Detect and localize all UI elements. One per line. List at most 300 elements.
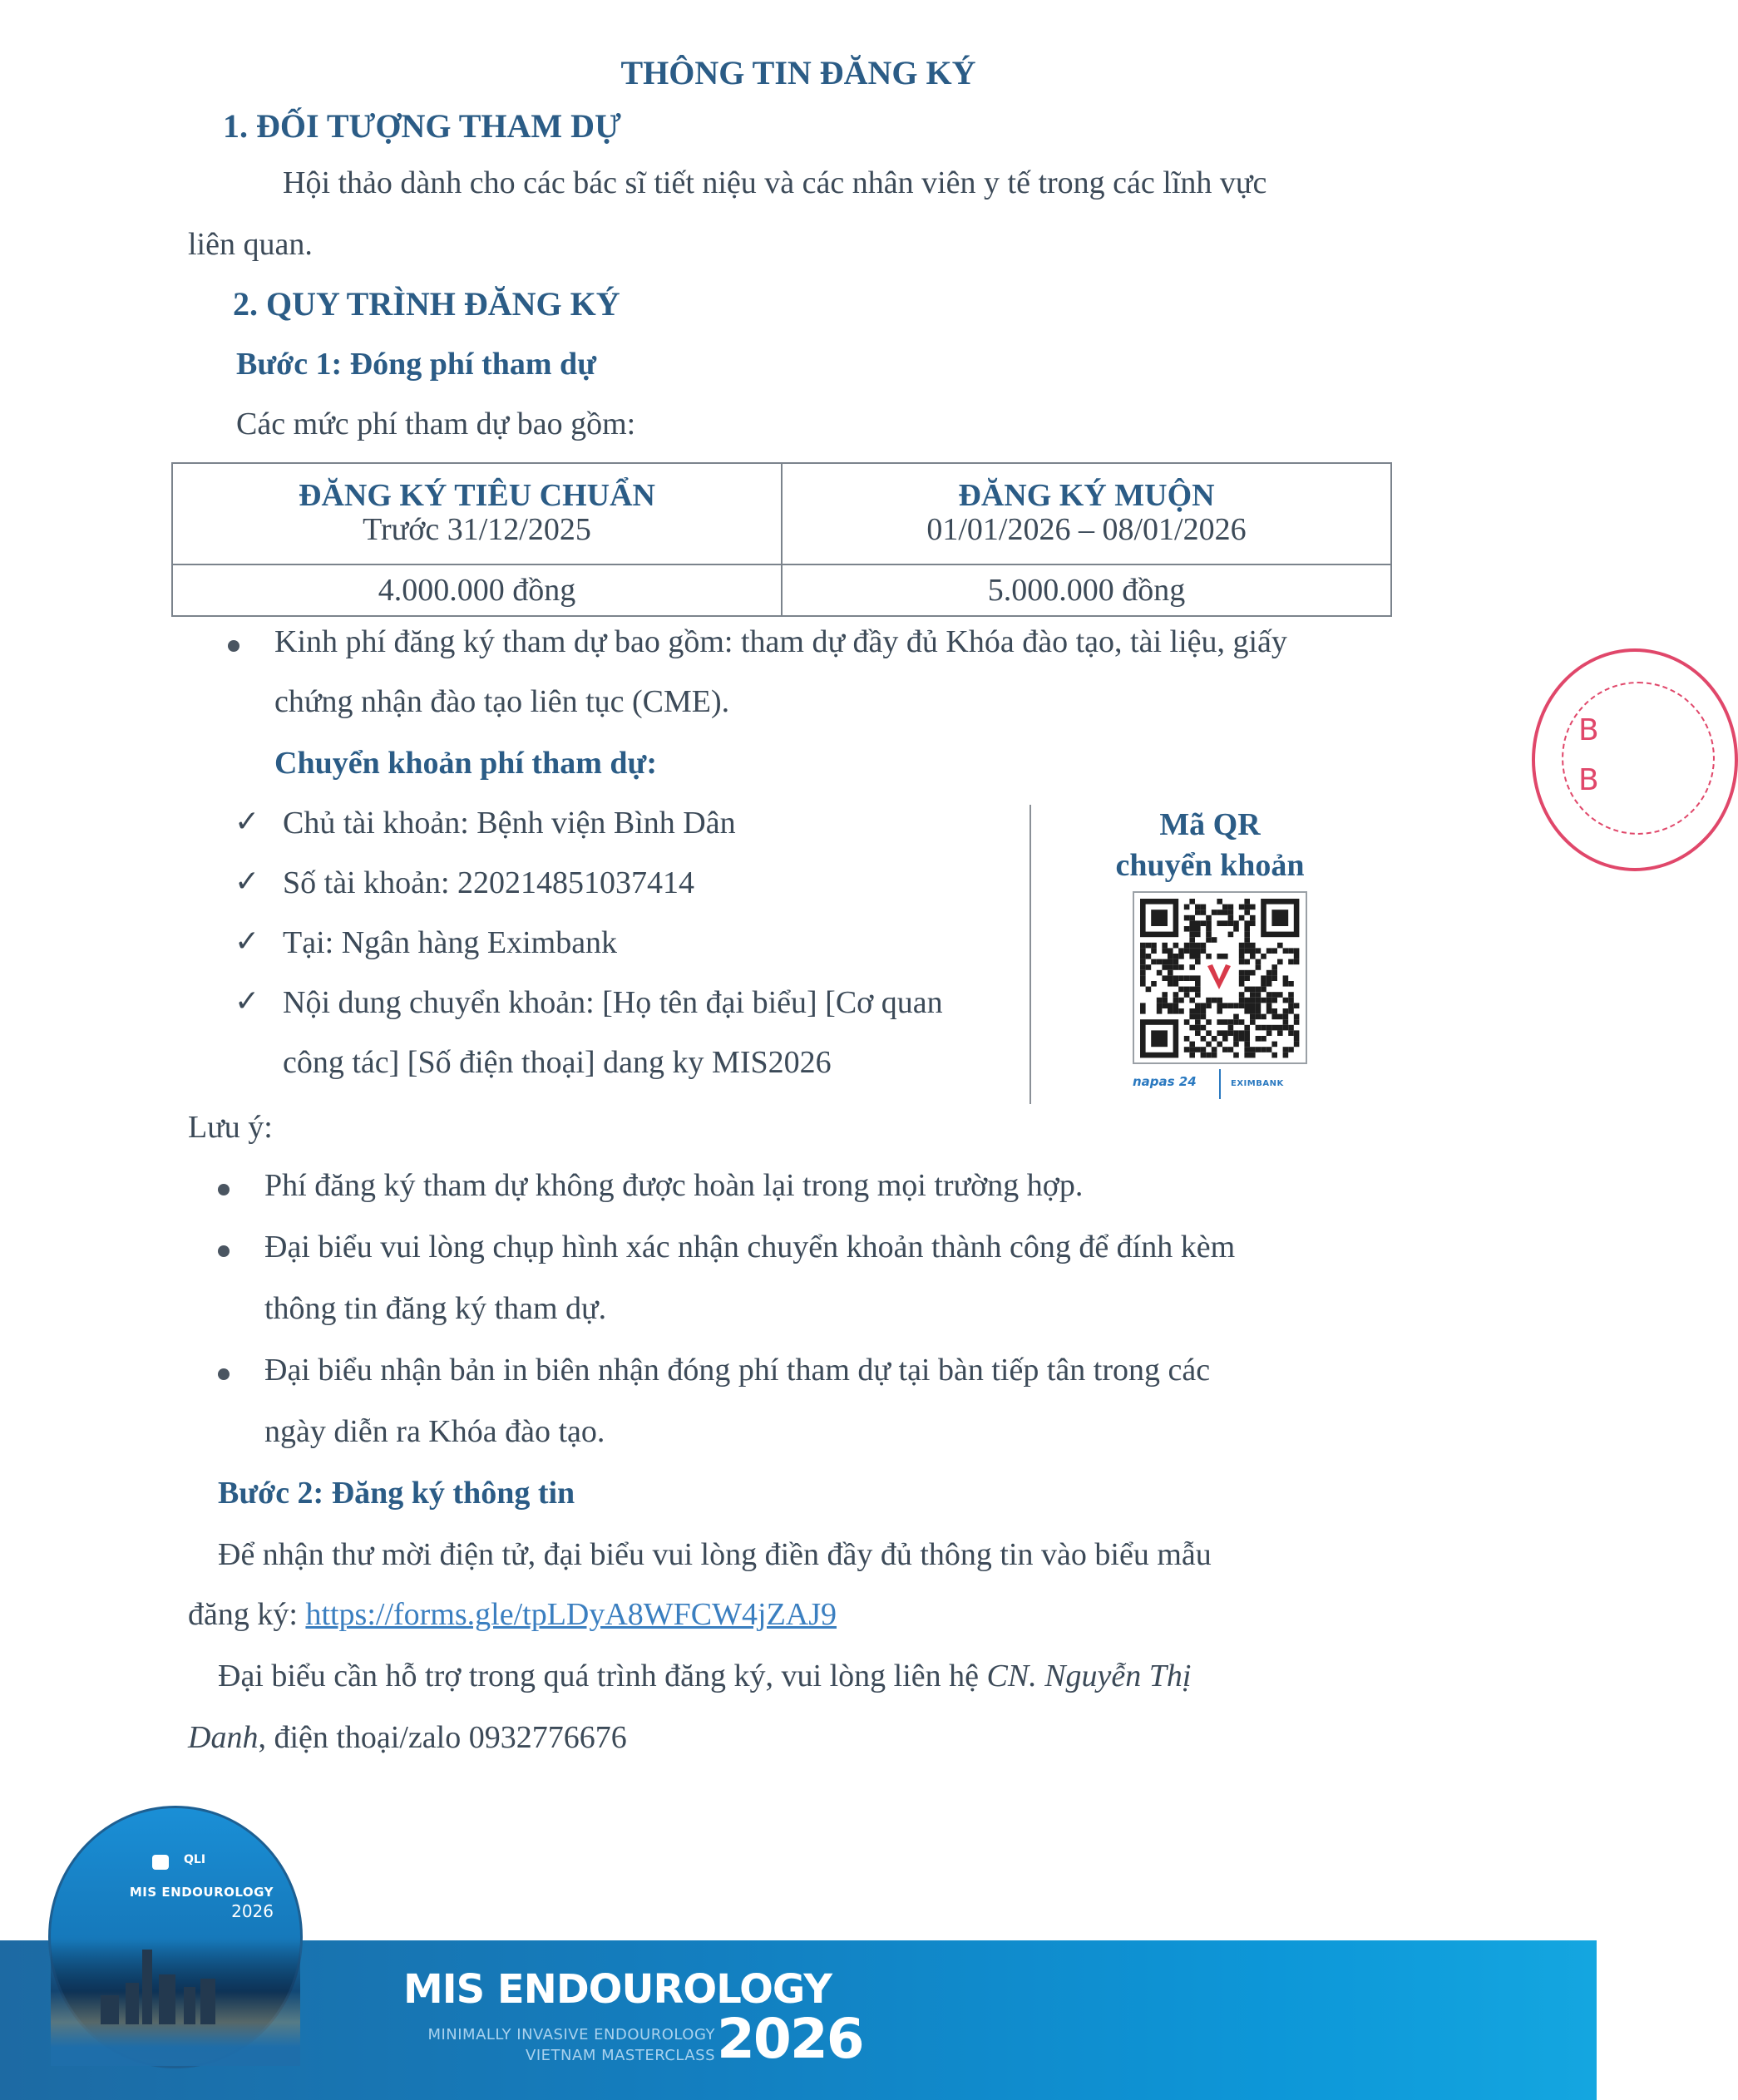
qr-module: [1277, 992, 1283, 998]
qr-module: [1277, 959, 1283, 965]
qr-module: [1239, 1019, 1245, 1025]
official-stamp-inner-ring: [1562, 682, 1715, 835]
qr-module: [1271, 1042, 1277, 1048]
qr-module: [1217, 1008, 1222, 1014]
qr-module: [1288, 1003, 1294, 1008]
contact-name-cont: Danh: [188, 1720, 259, 1755]
qr-module: [1239, 905, 1245, 910]
qr-module: [1244, 920, 1250, 926]
contact-text: Đại biểu cần hỗ trợ trong quá trình đăng ký, vui lòng liên hệ: [218, 1659, 987, 1693]
qr-module: [1239, 998, 1245, 1003]
qr-module: [1294, 948, 1300, 954]
qr-module: [1239, 948, 1245, 954]
qr-module: [1233, 1030, 1239, 1036]
qr-module: [1288, 992, 1294, 998]
qr-module: [1162, 975, 1168, 981]
note-item-2-line1: Đại biểu vui lòng chụp hình xác nhận chuyển khoản thành công để đính kèm: [264, 1230, 1236, 1264]
qr-module: [1206, 1030, 1212, 1036]
qr-module: [1283, 975, 1289, 981]
qr-module: [1250, 1047, 1256, 1052]
qr-module: [1162, 948, 1168, 954]
qr-module: [1261, 998, 1266, 1003]
qr-module: [1146, 964, 1152, 970]
qr-module: [1162, 959, 1168, 965]
qr-module: [1146, 943, 1152, 949]
fee-note-line2: chứng nhận đào tạo liên tục (CME).: [274, 684, 730, 719]
qr-module: [1189, 975, 1195, 981]
qr-module: [1250, 948, 1256, 954]
qr-module: [1195, 1047, 1201, 1052]
qr-module: [1250, 1014, 1256, 1020]
qr-module: [1195, 954, 1201, 959]
qr-module: [1271, 1008, 1277, 1014]
qr-module: [1271, 1014, 1277, 1020]
qr-module: [1233, 1003, 1239, 1008]
qr-module: [1184, 1047, 1190, 1052]
qr-module: [1288, 959, 1294, 965]
qr-module: [1168, 1008, 1173, 1014]
qr-module: [1244, 998, 1250, 1003]
qr-module: [1189, 1014, 1195, 1020]
qr-module: [1228, 910, 1234, 915]
qr-module: [1233, 1036, 1239, 1042]
qr-module: [1217, 954, 1222, 959]
section2-heading: 2. QUY TRÌNH ĐĂNG KÝ: [233, 285, 620, 323]
transfer-account-number: Số tài khoản: 220214851037414: [283, 865, 695, 900]
qr-module: [1239, 970, 1245, 976]
checkmark-icon: ✓: [235, 924, 260, 959]
qr-module: [1201, 1036, 1207, 1042]
qr-module: [1201, 1025, 1207, 1031]
qr-module: [1239, 1030, 1245, 1036]
qr-module: [1244, 1008, 1250, 1014]
logo-divider: [1219, 1069, 1221, 1099]
qr-module: [1201, 905, 1207, 910]
qr-module: [1168, 948, 1173, 954]
qr-module: [1157, 1008, 1163, 1014]
registration-form-link[interactable]: https://forms.gle/tpLDyA8WFCW4jZAJ9: [305, 1597, 837, 1632]
qr-module: [1173, 964, 1179, 970]
qr-module: [1250, 992, 1256, 998]
step2-text-prefix: đăng ký:: [188, 1597, 306, 1632]
qr-module: [1195, 1008, 1201, 1014]
qr-module: [1189, 1047, 1195, 1052]
qr-module: [1256, 959, 1262, 965]
qr-module: [1184, 975, 1190, 981]
checkmark-icon: ✓: [235, 805, 260, 839]
qr-module: [1244, 932, 1250, 938]
qr-module: [1244, 910, 1250, 915]
qr-module: [1222, 1030, 1228, 1036]
qr-module: [1195, 948, 1201, 954]
napas-logo: napas 24: [1133, 1074, 1197, 1089]
qr-title-line1: Mã QR: [1159, 807, 1261, 842]
transfer-heading: Chuyển khoản phí tham dự:: [274, 746, 657, 781]
qr-module: [1201, 1008, 1207, 1014]
qr-module: [1256, 964, 1262, 970]
step1-heading: Bước 1: Đóng phí tham dự: [236, 347, 596, 382]
qr-finder-pattern: [1151, 1030, 1168, 1047]
qr-title: [1081, 805, 1339, 885]
note-item-2-line2: thông tin đăng ký tham dự.: [264, 1291, 607, 1326]
qr-module: [1222, 1003, 1228, 1008]
qr-module: [1212, 1047, 1217, 1052]
qr-module: [1195, 1014, 1201, 1020]
fee-standard-label: ĐĂNG KÝ TIÊU CHUẨN: [299, 478, 655, 514]
fee-column-late-header: [782, 463, 1391, 564]
qr-module: [1288, 1030, 1294, 1036]
qr-module: [1222, 1019, 1228, 1025]
qr-module: [1189, 926, 1195, 932]
qr-module: [1146, 987, 1152, 993]
qr-module: [1261, 954, 1266, 959]
org-logo: QLI: [184, 1853, 206, 1866]
qr-module: [1140, 964, 1146, 970]
contact-line2: [188, 1719, 627, 1756]
qr-module: [1283, 1014, 1289, 1020]
qr-module: [1173, 943, 1179, 949]
qr-module: [1222, 910, 1228, 915]
qr-module: [1212, 1052, 1217, 1058]
qr-module: [1283, 1047, 1289, 1052]
qr-module: [1228, 920, 1234, 926]
qr-module: [1250, 943, 1256, 949]
qr-module: [1256, 987, 1262, 993]
qr-module: [1195, 1030, 1201, 1036]
qr-module: [1206, 1019, 1212, 1025]
fee-late-period: 01/01/2026 – 08/01/2026: [926, 512, 1247, 548]
qr-finder-pattern: [1151, 910, 1168, 926]
fee-standard-period: Trước 31/12/2025: [363, 512, 591, 548]
qr-module: [1266, 992, 1272, 998]
qr-module: [1178, 1008, 1184, 1014]
fee-column-standard-header: [172, 463, 782, 564]
qr-module: [1173, 981, 1179, 987]
qr-module: [1228, 905, 1234, 910]
qr-module: [1277, 1030, 1283, 1036]
qr-module: [1244, 987, 1250, 993]
note-item-3-line1: Đại biểu nhận bản in biên nhận đóng phí tham dự tại bàn tiếp tân trong các: [264, 1353, 1211, 1388]
qr-module: [1261, 1025, 1266, 1031]
section1-heading: 1. ĐỐI TƯỢNG THAM DỰ: [223, 107, 621, 145]
qr-module: [1157, 1003, 1163, 1008]
qr-module: [1294, 1042, 1300, 1048]
qr-module: [1168, 954, 1173, 959]
qr-module: [1256, 1008, 1262, 1014]
qr-module: [1271, 964, 1277, 970]
step2-heading: Bước 2: Đăng ký thông tin: [218, 1476, 575, 1511]
bullet-icon: [218, 1184, 230, 1195]
qr-module: [1162, 992, 1168, 998]
qr-module: [1201, 910, 1207, 915]
qr-module: [1206, 998, 1212, 1003]
stamp-letter: B: [1578, 763, 1599, 797]
qr-module: [1189, 915, 1195, 921]
badge-title: MIS ENDOUROLOGY: [129, 1885, 274, 1900]
qr-module: [1283, 1052, 1289, 1058]
qr-module: [1173, 959, 1179, 965]
qr-module: [1189, 932, 1195, 938]
qr-module: [1217, 1030, 1222, 1036]
section1-text-line1: Hội thảo dành cho các bác sĩ tiết niệu và các nhân viên y tế trong các lĩnh vực: [283, 165, 1267, 200]
qr-module: [1256, 1014, 1262, 1020]
qr-module: [1195, 926, 1201, 932]
contact-name: CN. Nguyễn Thị: [986, 1659, 1192, 1693]
qr-module: [1178, 948, 1184, 954]
qr-module: [1140, 959, 1146, 965]
qr-module: [1244, 1036, 1250, 1042]
qr-module: [1228, 1030, 1234, 1036]
city-skyline-image: [51, 1941, 300, 2066]
qr-module: [1244, 970, 1250, 976]
qr-module: [1256, 1047, 1262, 1052]
qr-module: [1261, 1014, 1266, 1020]
qr-module: [1239, 959, 1245, 965]
qr-module: [1168, 1003, 1173, 1008]
qr-module: [1277, 1025, 1283, 1031]
qr-module: [1189, 899, 1195, 905]
qr-module: [1140, 943, 1146, 949]
qr-module: [1168, 975, 1173, 981]
qr-module: [1244, 1042, 1250, 1048]
contact-line1: [218, 1658, 1191, 1694]
qr-module: [1195, 932, 1201, 938]
banner-title: MIS ENDOUROLOGY: [402, 1966, 832, 2013]
qr-module: [1195, 905, 1201, 910]
qr-module: [1271, 1025, 1277, 1031]
banner-subtitle-line1: MINIMALLY INVASIVE ENDOUROLOGY: [427, 2026, 715, 2043]
qr-module: [1256, 1036, 1262, 1042]
qr-module: [1206, 1052, 1212, 1058]
qr-module: [1206, 937, 1212, 943]
page-title: THÔNG TIN ĐĂNG KÝ: [620, 54, 976, 91]
qr-module: [1222, 1036, 1228, 1042]
qr-module: [1151, 959, 1157, 965]
eximbank-logo: EXIMBANK: [1231, 1079, 1284, 1088]
qr-module: [1162, 943, 1168, 949]
qr-module: [1140, 1003, 1146, 1008]
qr-module: [1294, 1014, 1300, 1020]
bullet-icon: [218, 1368, 230, 1380]
qr-code: [1133, 891, 1307, 1064]
qr-module: [1244, 905, 1250, 910]
qr-module: [1195, 910, 1201, 915]
qr-module: [1283, 981, 1289, 987]
qr-module: [1151, 948, 1157, 954]
qr-module: [1250, 954, 1256, 959]
qr-module: [1250, 1003, 1256, 1008]
qr-finder-pattern: [1271, 910, 1288, 926]
qr-module: [1271, 998, 1277, 1003]
qr-module: [1228, 1047, 1234, 1052]
qr-code-graphic: [1134, 893, 1306, 1062]
qr-module: [1233, 1052, 1239, 1058]
qr-module: [1195, 959, 1201, 965]
qr-module: [1244, 943, 1250, 949]
qr-module: [1239, 975, 1245, 981]
qr-module: [1283, 1008, 1289, 1014]
transfer-content-line2: công tác] [Số điện thoại] dang ky MIS2026: [283, 1045, 832, 1080]
qr-module: [1283, 998, 1289, 1003]
qr-module: [1244, 1052, 1250, 1058]
qr-module: [1206, 1003, 1212, 1008]
qr-module: [1168, 959, 1173, 965]
qr-module: [1168, 964, 1173, 970]
qr-module: [1173, 954, 1179, 959]
qr-module: [1277, 1014, 1283, 1020]
bullet-icon: [228, 640, 239, 652]
qr-module: [1288, 981, 1294, 987]
stamp-letter: B: [1578, 713, 1599, 747]
qr-module: [1250, 905, 1256, 910]
qr-module: [1239, 981, 1245, 987]
qr-module: [1283, 1019, 1289, 1025]
qr-module: [1271, 970, 1277, 976]
qr-module: [1271, 948, 1277, 954]
qr-module: [1288, 998, 1294, 1003]
qr-module: [1201, 1047, 1207, 1052]
qr-module: [1244, 1047, 1250, 1052]
qr-module: [1157, 998, 1163, 1003]
qr-module: [1217, 910, 1222, 915]
qr-module: [1217, 998, 1222, 1003]
qr-module: [1261, 981, 1266, 987]
transfer-account-holder: Chủ tài khoản: Bệnh viện Bình Dân: [283, 806, 736, 840]
section1-text-line2: liên quan.: [188, 227, 313, 262]
qr-module: [1162, 1003, 1168, 1008]
qr-module: [1162, 964, 1168, 970]
qr-module: [1271, 975, 1277, 981]
qr-module: [1195, 1019, 1201, 1025]
qr-module: [1195, 987, 1201, 993]
fee-intro: Các mức phí tham dự bao gồm:: [236, 407, 636, 441]
qr-module: [1222, 905, 1228, 910]
fee-standard-amount: 4.000.000 đồng: [172, 564, 782, 616]
qr-module: [1294, 954, 1300, 959]
qr-module: [1228, 932, 1234, 938]
qr-module: [1271, 1052, 1277, 1058]
fee-late-amount: 5.000.000 đồng: [782, 564, 1391, 616]
qr-module: [1256, 948, 1262, 954]
qr-module: [1228, 1003, 1234, 1008]
qr-module: [1195, 981, 1201, 987]
qr-module: [1140, 975, 1146, 981]
qr-module: [1271, 992, 1277, 998]
qr-module: [1256, 1003, 1262, 1008]
qr-module: [1266, 948, 1272, 954]
qr-module: [1250, 920, 1256, 926]
qr-module: [1233, 1042, 1239, 1048]
qr-module: [1256, 1025, 1262, 1031]
step2-text-line1: Để nhận thư mời điện tử, đại biểu vui lòng điền đầy đủ thông tin vào biểu mẫu: [218, 1537, 1212, 1572]
qr-module: [1184, 926, 1190, 932]
transfer-content-line1: Nội dung chuyển khoản: [Họ tên đại biểu] [Cơ quan: [283, 985, 943, 1020]
qr-module: [1140, 981, 1146, 987]
qr-module: [1217, 1042, 1222, 1048]
step2-text-line2: [188, 1596, 837, 1633]
qr-module: [1250, 998, 1256, 1003]
qr-module: [1244, 1025, 1250, 1031]
qr-module: [1178, 954, 1184, 959]
qr-module: [1288, 948, 1294, 954]
note-item-1: Phí đăng ký tham dự không được hoàn lại trong mọi trường hợp.: [264, 1168, 1084, 1203]
qr-module: [1266, 998, 1272, 1003]
qr-module: [1178, 998, 1184, 1003]
qr-module: [1189, 1052, 1195, 1058]
qr-module: [1184, 943, 1190, 949]
qr-module: [1239, 1036, 1245, 1042]
event-badge: [48, 1806, 303, 2068]
qr-module: [1294, 1019, 1300, 1025]
qr-module: [1266, 1047, 1272, 1052]
qr-module: [1222, 920, 1228, 926]
fee-late-label: ĐĂNG KÝ MUỘN: [958, 478, 1215, 514]
qr-module: [1189, 1025, 1195, 1031]
qr-module: [1178, 987, 1184, 993]
qr-module: [1189, 937, 1195, 943]
qr-module: [1244, 926, 1250, 932]
qr-module: [1277, 943, 1283, 949]
qr-module: [1261, 987, 1266, 993]
qr-module: [1178, 975, 1184, 981]
checkmark-icon: ✓: [235, 984, 260, 1018]
qr-module: [1140, 954, 1146, 959]
qr-module: [1201, 1014, 1207, 1020]
qr-module: [1244, 975, 1250, 981]
qr-module: [1189, 964, 1195, 970]
qr-module: [1146, 954, 1152, 959]
qr-module: [1140, 1008, 1146, 1014]
hospital-logo-icon: [152, 1855, 169, 1870]
note-item-3-line2: ngày diễn ra Khóa đào tạo.: [264, 1414, 605, 1449]
qr-module: [1140, 948, 1146, 954]
qr-module: [1212, 910, 1217, 915]
qr-module: [1184, 948, 1190, 954]
qr-module: [1266, 975, 1272, 981]
banner-year: 2026: [717, 2007, 863, 2071]
qr-module: [1250, 1008, 1256, 1014]
qr-module: [1184, 915, 1190, 921]
qr-module: [1266, 1003, 1272, 1008]
qr-module: [1157, 970, 1163, 976]
qr-module: [1189, 998, 1195, 1003]
qr-module: [1288, 1047, 1294, 1052]
qr-module: [1228, 915, 1234, 921]
qr-module: [1244, 937, 1250, 943]
qr-module: [1233, 1019, 1239, 1025]
qr-module: [1239, 1003, 1245, 1008]
qr-module: [1266, 1025, 1272, 1031]
qr-module: [1239, 915, 1245, 921]
qr-module: [1184, 987, 1190, 993]
qr-module: [1201, 948, 1207, 954]
qr-module: [1189, 943, 1195, 949]
badge-year: 2026: [231, 1901, 274, 1921]
qr-module: [1256, 998, 1262, 1003]
qr-module: [1189, 1042, 1195, 1048]
qr-module: [1206, 932, 1212, 938]
qr-module: [1244, 899, 1250, 905]
qr-module: [1261, 975, 1266, 981]
qr-module: [1206, 920, 1212, 926]
qr-module: [1250, 1019, 1256, 1025]
banner-subtitle-line2: VIETNAM MASTERCLASS: [526, 2047, 715, 2064]
qr-module: [1212, 937, 1217, 943]
qr-module: [1244, 1030, 1250, 1036]
qr-module: [1189, 954, 1195, 959]
qr-module: [1239, 954, 1245, 959]
qr-module: [1250, 915, 1256, 921]
